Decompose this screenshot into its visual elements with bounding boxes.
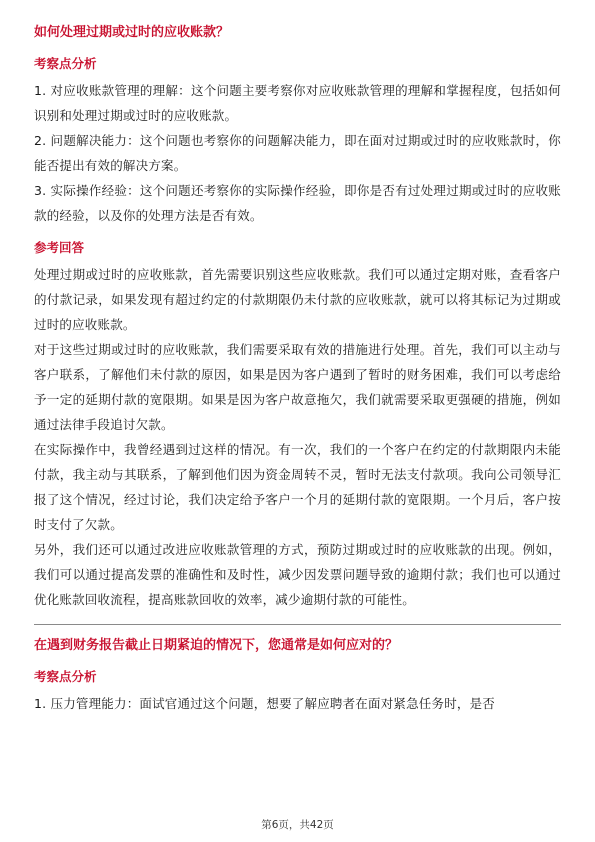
answer-paragraph: 在实际操作中，我曾经遇到过这样的情况。有一次，我们的一个客户在约定的付款期限内未能付款，我主动与其联系，了解到他们因为资金周转不灵，暂时无法支付款项。我向公司领导汇报了这个情况，经过讨论，我们决定给予客户一个月的延期付款的宽限期。一个月后，客户按时支付了欠款。 xyxy=(34,442,561,532)
document-page xyxy=(34,24,561,716)
analysis-heading: 考察点分析 xyxy=(34,669,97,684)
answer-paragraph: 处理过期或过时的应收账款，首先需要识别这些应收账款。我们可以通过定期对账，查看客户的付款记录，如果发现有超过约定的付款期限仍未付款的应收账款，就可以将其标记为过期或过时的应收账款。 xyxy=(34,267,561,332)
question-title: 在遇到财务报告截止日期紧迫的情况下，您通常是如何应对的？ xyxy=(34,638,399,653)
analysis-item: 1. 压力管理能力：面试官通过这个问题，想要了解应聘者在面对紧急任务时，是否 xyxy=(34,696,496,711)
answer-paragraph: 对于这些过期或过时的应收账款，我们需要采取有效的措施进行处理。首先，我们可以主动与客户联系，了解他们未付款的原因，如果是因为客户遇到了暂时的财务困难，我们可以考虑给予一定的延期付款的宽限期。如果是因为客户故意拖欠，我们就需要采取更强硬的措施，例如通过法律手段追讨欠款。 xyxy=(34,342,561,432)
analysis-heading: 考察点分析 xyxy=(34,56,97,71)
analysis-item: 3. 实际操作经验：这个问题还考察你的实际操作经验，即你是否有过处理过期或过时的应收账款的经验，以及你的处理方法是否有效。 xyxy=(34,183,561,223)
question-title: 如何处理过期或过时的应收账款？ xyxy=(34,25,230,40)
page-number: 第6页，共42页 xyxy=(261,819,334,831)
analysis-item: 2. 问题解决能力：这个问题也考察你的问题解决能力，即在面对过期或过时的应收账款时，你能否提出有效的解决方案。 xyxy=(34,133,561,173)
answer-heading: 参考回答 xyxy=(34,240,85,255)
analysis-item: 1. 对应收账款管理的理解：这个问题主要考察你对应收账款管理的理解和掌握程度，包括如何识别和处理过期或过时的应收账款。 xyxy=(34,83,561,123)
answer-paragraph: 另外，我们还可以通过改进应收账款管理的方式，预防过期或过时的应收账款的出现。例如，我们可以通过提高发票的准确性和及时性，减少因发票问题导致的逾期付款；我们也可以通过优化账款回收流程，提高账款回收的效率，减少逾期付款的可能性。 xyxy=(34,542,561,607)
